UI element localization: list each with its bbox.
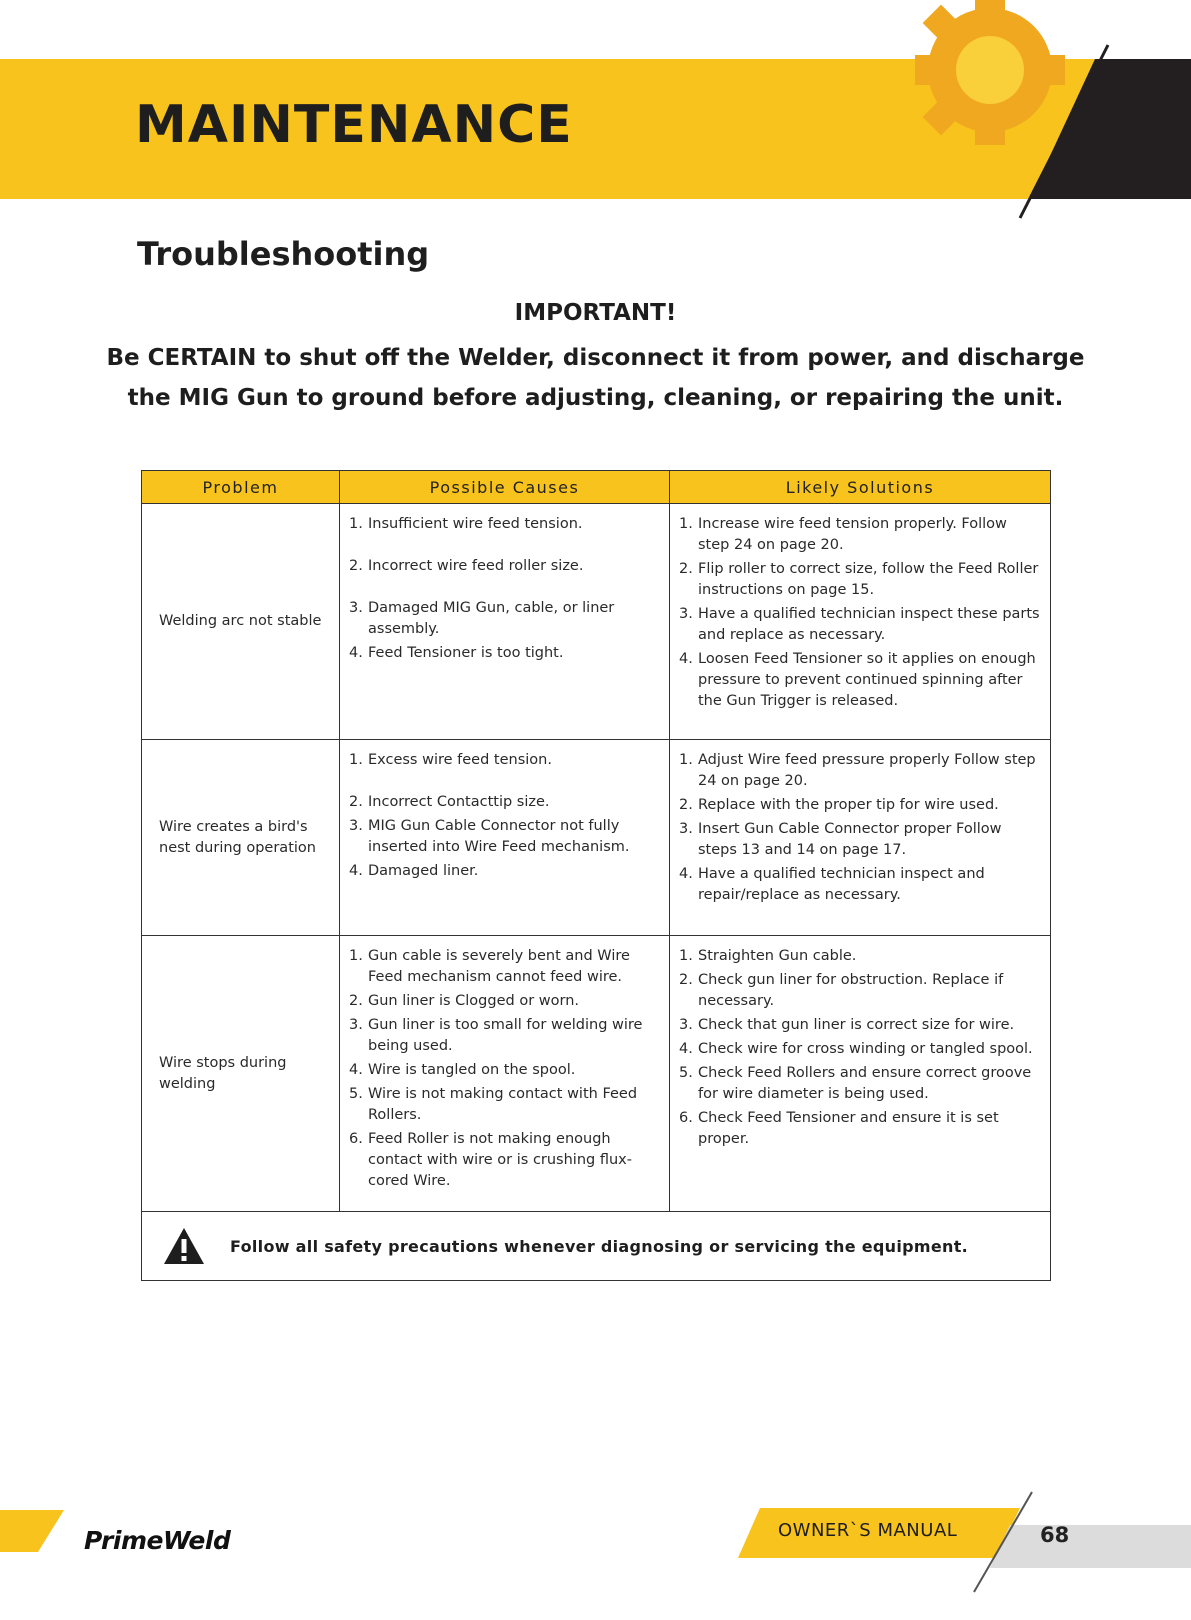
cause-text: Incorrect Contacttip size. [368, 794, 550, 810]
cause-text: Gun liner is too small for welding wire being used. [368, 1017, 643, 1054]
important-line-2: the MIG Gun to ground before adjusting, cleaning, or repairing the unit. [127, 385, 1064, 411]
cause-text: Gun cable is severely bent and Wire Feed mechanism cannot feed wire. [368, 948, 630, 985]
header-band [0, 0, 1191, 260]
problem-cell: Wire creates a bird's nest during operation [142, 740, 340, 936]
list-item: 1. Adjust Wire feed pressure properly Follow step 24 on page 20. [679, 752, 1036, 789]
causes-cell [340, 936, 670, 1212]
important-line-1: Be CERTAIN to shut off the Welder, disconnect it from power, and discharge [106, 345, 1085, 371]
list-item: 4. Have a qualified technician inspect and repair/replace as necessary. [679, 866, 985, 903]
list-item: 3. Gun liner is too small for welding wire being used. [349, 1017, 643, 1054]
solution-text: Adjust Wire feed pressure properly Follow step 24 on page 20. [698, 752, 1036, 789]
list-item: 2. Incorrect wire feed roller size. [349, 558, 584, 574]
list-item: 5. Wire is not making contact with Feed Rollers. [349, 1086, 638, 1123]
cause-text: Insufficient wire feed tension. [368, 516, 583, 532]
important-heading: IMPORTANT! [514, 300, 677, 326]
table-row [142, 504, 1051, 740]
important-notice [0, 338, 1191, 418]
list-item: 4. Damaged liner. [349, 863, 479, 879]
solutions-cell [670, 740, 1051, 936]
solution-text: Have a qualified technician inspect and repair/replace as necessary. [698, 866, 985, 903]
solution-text: Replace with the proper tip for wire used. [698, 797, 999, 813]
solution-text: Loosen Feed Tensioner so it applies on enough pressure to prevent continued spinning after the Gun Trigger is released. [698, 651, 1036, 709]
problem-cell: Welding arc not stable [142, 504, 340, 740]
table-row [142, 740, 1051, 936]
list-item: 4. Wire is tangled on the spool. [349, 1062, 576, 1078]
solution-text: Increase wire feed tension properly. Follow step 24 on page 20. [698, 516, 1007, 553]
footer [0, 1480, 1191, 1620]
list-item: 3. Damaged MIG Gun, cable, or liner assembly. [349, 600, 615, 637]
list-item: 3. Check that gun liner is correct size for wire. [679, 1017, 1015, 1033]
causes-cell [340, 504, 670, 740]
solution-text: Have a qualified technician inspect these parts and replace as necessary. [698, 606, 1040, 643]
column-header-causes: Possible Causes [340, 471, 670, 504]
solution-text: Flip roller to correct size, follow the Feed Roller instructions on page 15. [698, 561, 1039, 598]
solution-text: Check wire for cross winding or tangled spool. [698, 1041, 1033, 1057]
list-item: 3. Insert Gun Cable Connector proper Follow steps 13 and 14 on page 17. [679, 821, 1002, 858]
list-item: 6. Check Feed Tensioner and ensure it is set proper. [679, 1110, 999, 1147]
list-item: 2. Check gun liner for obstruction. Replace if necessary. [679, 972, 1004, 1009]
warning-text: Follow all safety precautions whenever diagnosing or servicing the equipment. [230, 1236, 969, 1256]
cause-text: Wire is tangled on the spool. [368, 1062, 576, 1078]
list-item: 2. Flip roller to correct size, follow the Feed Roller instructions on page 15. [679, 561, 1039, 598]
warning-cell [142, 1212, 1051, 1281]
solution-text: Straighten Gun cable. [698, 948, 857, 964]
solution-text: Check Feed Rollers and ensure correct groove for wire diameter is being used. [698, 1065, 1032, 1102]
list-item: 4. Loosen Feed Tensioner so it applies on enough pressure to prevent continued spinning after the Gun Trigger is released. [679, 651, 1036, 709]
solution-text: Check gun liner for obstruction. Replace if necessary. [698, 972, 1004, 1009]
section-title: Troubleshooting [137, 235, 430, 273]
causes-cell [340, 740, 670, 936]
cause-text: Excess wire feed tension. [368, 752, 552, 768]
list-item: 3. Have a qualified technician inspect these parts and replace as necessary. [679, 606, 1040, 643]
page-number: 68 [1040, 1523, 1070, 1547]
table-header-row [142, 471, 1051, 504]
list-item: 5. Check Feed Rollers and ensure correct groove for wire diameter is being used. [679, 1065, 1032, 1102]
list-item: 1. Gun cable is severely bent and Wire Feed mechanism cannot feed wire. [349, 948, 630, 985]
cause-text: Damaged liner. [368, 863, 479, 879]
list-item: 1. Straighten Gun cable. [679, 948, 857, 964]
list-item: 1. Excess wire feed tension. [349, 752, 552, 768]
solution-text: Check that gun liner is correct size for wire. [698, 1017, 1015, 1033]
list-item: 2. Incorrect Contacttip size. [349, 794, 550, 810]
list-item: 2. Replace with the proper tip for wire used. [679, 797, 999, 813]
table-row [142, 936, 1051, 1212]
cause-text: Wire is not making contact with Feed Rollers. [368, 1086, 638, 1123]
solution-text: Insert Gun Cable Connector proper Follow steps 13 and 14 on page 17. [698, 821, 1002, 858]
column-header-solutions: Likely Solutions [670, 471, 1051, 504]
list-item: 4. Feed Tensioner is too tight. [349, 645, 564, 661]
manual-label: OWNER`S MANUAL [778, 1520, 958, 1541]
cause-text: MIG Gun Cable Connector not fully inserted into Wire Feed mechanism. [368, 818, 630, 855]
problem-cell: Wire stops during welding [142, 936, 340, 1212]
column-header-problem: Problem [142, 471, 340, 504]
brand-logo: PrimeWeld [84, 1526, 231, 1555]
warning-row [142, 1212, 1051, 1281]
cause-text: Damaged MIG Gun, cable, or liner assembly. [368, 600, 615, 637]
cause-text: Feed Tensioner is too tight. [368, 645, 564, 661]
list-item: 2. Gun liner is Clogged or worn. [349, 993, 580, 1009]
troubleshooting-table [141, 470, 1051, 1281]
list-item: 6. Feed Roller is not making enough contact with wire or is crushing flux-cored Wire. [349, 1131, 632, 1189]
solutions-cell [670, 504, 1051, 740]
list-item: 1. Increase wire feed tension properly. Follow step 24 on page 20. [679, 516, 1007, 553]
list-item: 4. Check wire for cross winding or tangled spool. [679, 1041, 1033, 1057]
list-item: 1. Insufficient wire feed tension. [349, 516, 583, 532]
page-title: MAINTENANCE [135, 95, 573, 155]
cause-text: Feed Roller is not making enough contact with wire or is crushing flux-cored Wire. [368, 1131, 632, 1189]
warning-icon [162, 1226, 206, 1266]
solution-text: Check Feed Tensioner and ensure it is set proper. [698, 1110, 999, 1147]
solutions-cell [670, 936, 1051, 1212]
cause-text: Gun liner is Clogged or worn. [368, 993, 580, 1009]
list-item: 3. MIG Gun Cable Connector not fully inserted into Wire Feed mechanism. [349, 818, 630, 855]
cause-text: Incorrect wire feed roller size. [368, 558, 584, 574]
